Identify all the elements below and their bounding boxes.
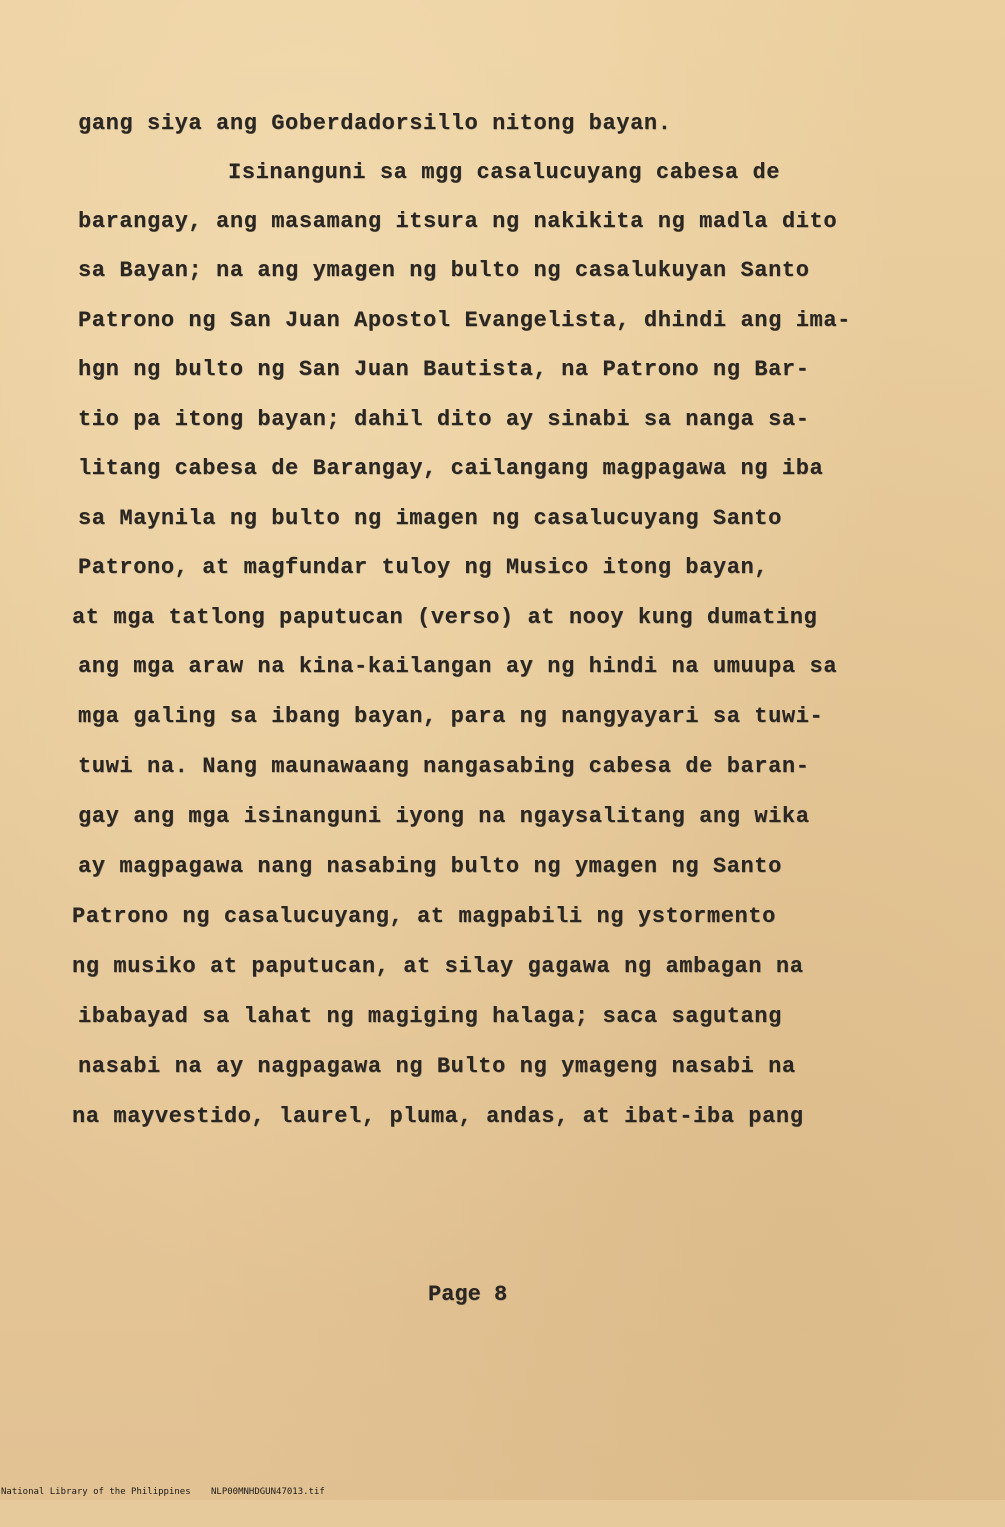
footer-institution: National Library of the Philippines <box>1 1487 191 1497</box>
text-line: Isinanguni sa mgg casalucuyang cabesa de <box>228 160 781 185</box>
text-line: tuwi na. Nang maunawaang nangasabing cabesa de baran- <box>78 754 810 779</box>
text-line: ibabayad sa lahat ng magiging halaga; saca sagutang <box>78 1004 782 1029</box>
text-line: mga galing sa ibang bayan, para ng nangyayari sa tuwi- <box>78 704 824 729</box>
text-line: gay ang mga isinanguni iyong na ngaysalitang ang wika <box>78 804 810 829</box>
text-line: ay magpagawa nang nasabing bulto ng ymagen ng Santo <box>78 854 782 879</box>
text-line: hgn ng bulto ng San Juan Bautista, na Patrono ng Bar- <box>78 357 810 382</box>
text-line: at mga tatlong paputucan (verso) at nooy kung dumating <box>72 605 818 630</box>
text-line: Patrono ng casalucuyang, at magpabili ng ystormento <box>72 904 776 929</box>
text-line: gang siya ang Goberdadorsillo nitong bayan. <box>78 111 672 136</box>
text-line: litang cabesa de Barangay, cailangang magpagawa ng iba <box>78 456 824 481</box>
text-line: sa Bayan; na ang ymagen ng bulto ng casalukuyan Santo <box>78 258 810 283</box>
page-number: Page 8 <box>428 1282 508 1307</box>
text-line: nasabi na ay nagpagawa ng Bulto ng ymageng nasabi na <box>78 1054 796 1079</box>
text-line: barangay, ang masamang itsura ng nakikita ng madla dito <box>78 209 838 234</box>
text-line: ang mga araw na kina-kailangan ay ng hindi na umuupa sa <box>78 654 838 679</box>
text-line: Patrono ng San Juan Apostol Evangelista, dhindi ang ima- <box>78 308 851 333</box>
scan-footer <box>0 1487 1005 1500</box>
text-line: ng musiko at paputucan, at silay gagawa ng ambagan na <box>72 954 804 979</box>
text-line: na mayvestido, laurel, pluma, andas, at ibat-iba pang <box>72 1104 804 1129</box>
text-line: sa Maynila ng bulto ng imagen ng casalucuyang Santo <box>78 506 782 531</box>
footer-filename: NLP00MNHDGUN47013.tif <box>211 1487 325 1497</box>
text-line: tio pa itong bayan; dahil dito ay sinabi sa nanga sa- <box>78 407 810 432</box>
text-line: Patrono, at magfundar tuloy ng Musico itong bayan, <box>78 555 769 580</box>
